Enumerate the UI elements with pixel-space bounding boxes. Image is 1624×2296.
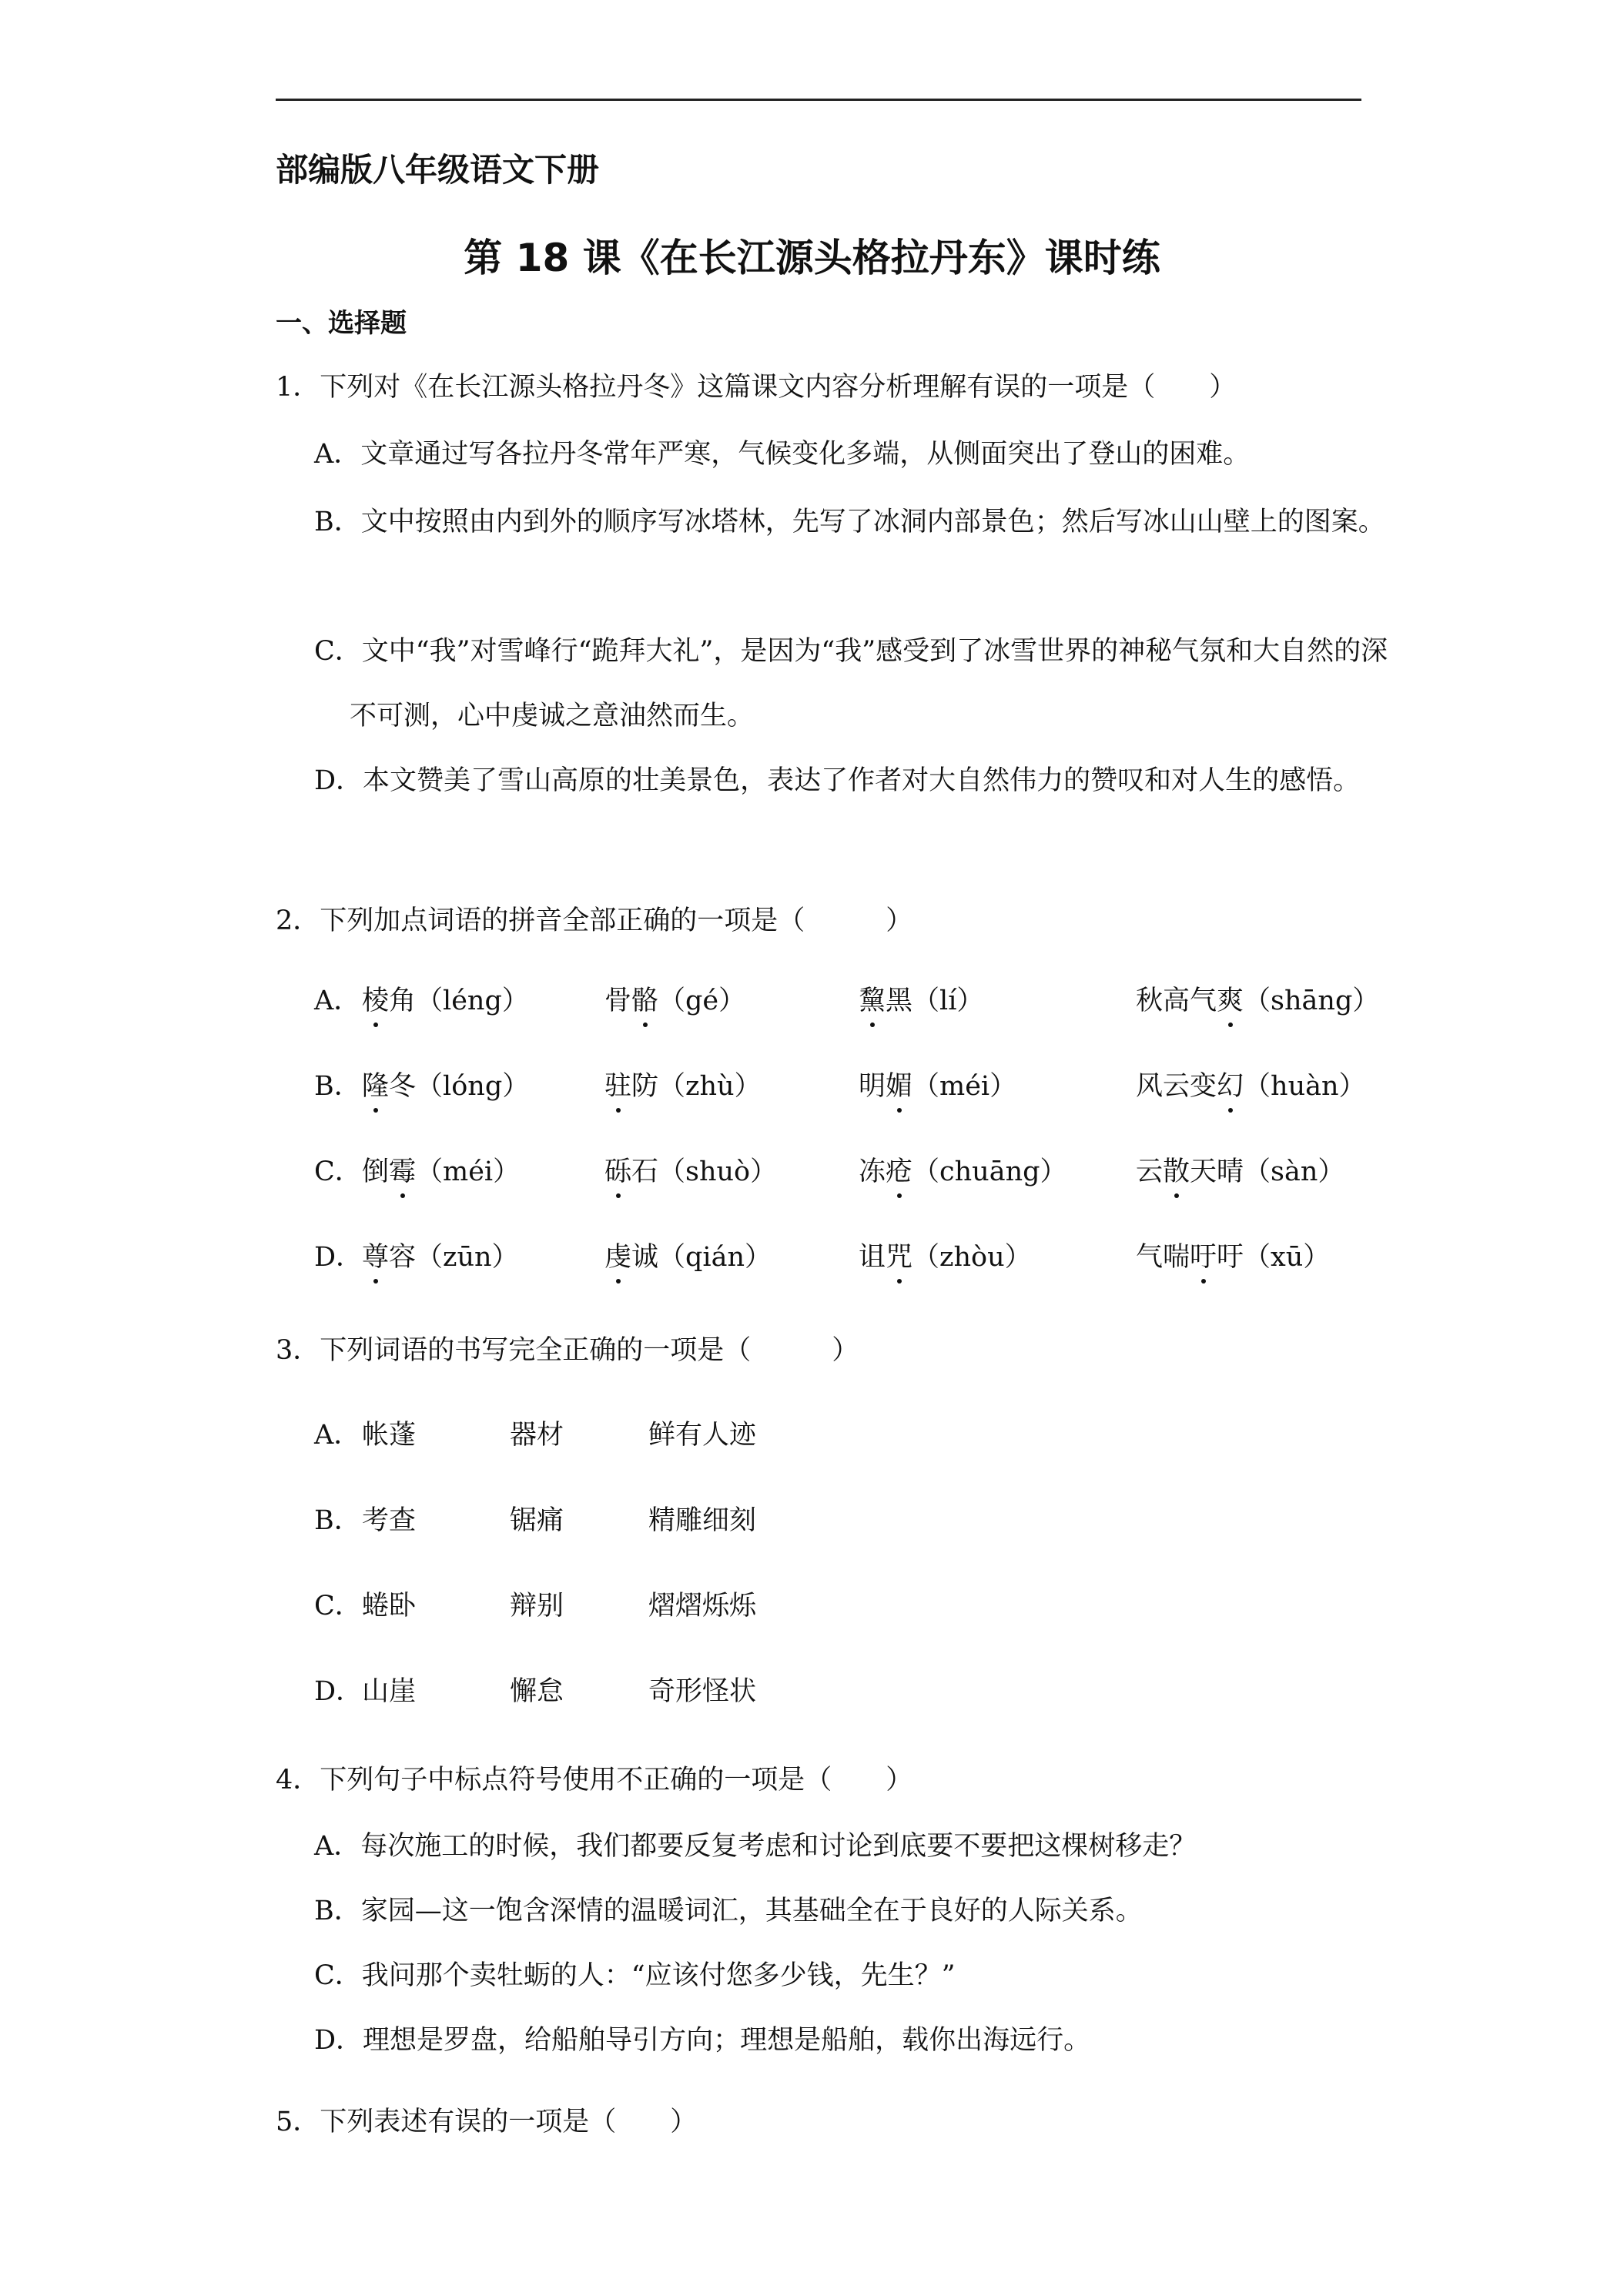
dotted-character: 隆 bbox=[362, 1065, 389, 1103]
question-2-word bbox=[362, 1065, 529, 1103]
question-1-option-d: D．本文赞美了雪山高原的壮美景色，表达了作者对大自然伟力的赞叹和对人生的感悟。 bbox=[314, 765, 1361, 796]
word-prefix: 明 bbox=[859, 1071, 886, 1102]
dotted-character: 媚 bbox=[886, 1065, 912, 1103]
question-2-option-letter: B． bbox=[314, 1071, 361, 1102]
question-3-stem: 3．下列词语的书写完全正确的一项是（ ） bbox=[276, 1335, 859, 1366]
word-suffix-pinyin: 防（zhù） bbox=[631, 1071, 762, 1102]
word-suffix-pinyin: （huàn） bbox=[1244, 1071, 1366, 1102]
question-1-option-c: C．文中“我”对雪峰行“跪拜大礼”，是因为“我”感受到了冰雪世界的神秘气氛和大自然的深不可测，心中虔诚之意油然而生。 bbox=[314, 636, 1388, 731]
question-3-word: 奇形怪状 bbox=[648, 1676, 757, 1707]
dotted-character: 驻 bbox=[604, 1065, 631, 1103]
question-4-option-c: C．我问那个卖牡蛎的人：“应该付您多少钱，先生？” bbox=[314, 1960, 956, 1991]
question-3-word: 山崖 bbox=[362, 1676, 417, 1707]
dotted-character: 吁 bbox=[1190, 1236, 1217, 1274]
question-2-word bbox=[362, 1150, 520, 1189]
question-5-stem: 5．下列表述有误的一项是（ ） bbox=[276, 2107, 698, 2137]
question-3-word: 熠熠烁烁 bbox=[648, 1591, 757, 1622]
question-4-option-a: A．每次施工的时候，我们都要反复考虑和讨论到底要不要把这棵树移走？ bbox=[314, 1831, 1197, 1862]
question-2-word bbox=[859, 1236, 1032, 1274]
question-2-option-letter: A． bbox=[314, 986, 361, 1016]
question-1-option-a: A．文章通过写各拉丹冬常年严寒，气候变化多端，从侧面突出了登山的困难。 bbox=[314, 439, 1251, 470]
word-suffix-pinyin: （gé） bbox=[658, 986, 746, 1016]
question-3-word: 器材 bbox=[510, 1420, 564, 1451]
question-2-word bbox=[362, 979, 529, 1018]
question-2-option-letter: D． bbox=[314, 1242, 363, 1273]
word-prefix: 冻 bbox=[859, 1156, 886, 1187]
question-2-word bbox=[604, 979, 745, 1018]
question-2-word bbox=[604, 1236, 772, 1274]
question-3-word: 帐蓬 bbox=[362, 1420, 417, 1451]
question-4-stem: 4．下列句子中标点符号使用不正确的一项是（ ） bbox=[276, 1765, 913, 1796]
word-suffix-pinyin: 容（zūn） bbox=[389, 1242, 519, 1273]
question-3-word: 精雕细刻 bbox=[648, 1505, 757, 1536]
dotted-character: 尊 bbox=[362, 1236, 389, 1274]
dotted-character: 骼 bbox=[631, 979, 658, 1018]
dotted-character: 黧 bbox=[859, 979, 886, 1018]
word-suffix-pinyin: 冬（lóng） bbox=[389, 1071, 530, 1102]
book-title: 部编版八年级语文下册 bbox=[276, 151, 600, 189]
dotted-character: 虔 bbox=[604, 1236, 631, 1274]
dotted-character: 疮 bbox=[886, 1150, 912, 1189]
question-3-word: 蜷卧 bbox=[362, 1591, 417, 1622]
question-2-word bbox=[1136, 1150, 1344, 1189]
question-1-stem: 1．下列对《在长江源头格拉丹冬》这篇课文内容分析理解有误的一项是（ ） bbox=[276, 372, 1237, 403]
question-2-word bbox=[362, 1236, 519, 1274]
question-2-word bbox=[604, 1150, 777, 1189]
lesson-title: 第 18 课《在长江源头格拉丹东》课时练 bbox=[464, 236, 1160, 280]
question-3-option-letter: B． bbox=[314, 1505, 361, 1536]
question-2-word bbox=[859, 979, 983, 1018]
question-3-word: 懈怠 bbox=[510, 1676, 564, 1707]
word-suffix-pinyin: 黑（lí） bbox=[886, 986, 984, 1016]
word-prefix: 秋高气 bbox=[1136, 986, 1217, 1016]
word-suffix-pinyin: （zhòu） bbox=[912, 1242, 1032, 1273]
word-prefix: 诅 bbox=[859, 1242, 886, 1273]
word-suffix-pinyin: 诚（qián） bbox=[631, 1242, 772, 1273]
question-3-option-letter: D． bbox=[314, 1676, 363, 1707]
question-4-option-b: B．家园—这一饱含深情的温暖词汇，其基础全在于良好的人际关系。 bbox=[314, 1896, 1143, 1926]
dotted-character: 砾 bbox=[604, 1150, 631, 1189]
word-suffix-pinyin: 天晴（sàn） bbox=[1190, 1156, 1345, 1187]
question-2-stem: 2．下列加点词语的拼音全部正确的一项是（ ） bbox=[276, 905, 913, 936]
question-2-word bbox=[859, 1150, 1067, 1189]
question-2-word bbox=[1136, 979, 1379, 1018]
question-2-word bbox=[1136, 1065, 1366, 1103]
word-prefix: 云 bbox=[1136, 1156, 1164, 1187]
question-3-word: 考查 bbox=[362, 1505, 417, 1536]
word-prefix: 风云变 bbox=[1136, 1071, 1217, 1102]
question-3-word: 辩别 bbox=[510, 1591, 564, 1622]
dotted-character: 散 bbox=[1163, 1150, 1190, 1189]
question-2-option-letter: C． bbox=[314, 1156, 362, 1187]
header-rule bbox=[276, 99, 1361, 101]
question-4-option-d: D．理想是罗盘，给船舶导引方向；理想是船舶，载你出海远行。 bbox=[314, 2025, 1091, 2056]
word-prefix: 气喘 bbox=[1136, 1242, 1190, 1273]
dotted-character: 爽 bbox=[1217, 979, 1244, 1018]
question-1-option-b: B．文中按照由内到外的顺序写冰塔林，先写了冰洞内部景色；然后写冰山山壁上的图案。 bbox=[314, 507, 1385, 537]
word-suffix-pinyin: （chuāng） bbox=[912, 1156, 1067, 1187]
section-title: 一、选择题 bbox=[276, 308, 407, 339]
question-2-word bbox=[1136, 1236, 1330, 1274]
word-suffix-pinyin: （méi） bbox=[416, 1156, 521, 1187]
question-3-option-letter: A． bbox=[314, 1420, 361, 1451]
word-prefix: 倒 bbox=[362, 1156, 390, 1187]
dotted-character: 霉 bbox=[389, 1150, 416, 1189]
word-suffix-pinyin: 角（léng） bbox=[389, 986, 529, 1016]
word-suffix-pinyin: （méi） bbox=[912, 1071, 1017, 1102]
word-suffix-pinyin: （shāng） bbox=[1244, 986, 1380, 1016]
word-suffix-pinyin: 吁（xū） bbox=[1217, 1242, 1331, 1273]
dotted-character: 棱 bbox=[362, 979, 389, 1018]
dotted-character: 幻 bbox=[1217, 1065, 1244, 1103]
question-3-word: 鲜有人迹 bbox=[648, 1420, 757, 1451]
question-3-word: 锯痛 bbox=[510, 1505, 564, 1536]
question-3-option-letter: C． bbox=[314, 1591, 362, 1622]
dotted-character: 咒 bbox=[886, 1236, 912, 1274]
question-2-word bbox=[859, 1065, 1016, 1103]
question-2-word bbox=[604, 1065, 762, 1103]
word-suffix-pinyin: 石（shuò） bbox=[631, 1156, 778, 1187]
word-prefix: 骨 bbox=[604, 986, 632, 1016]
